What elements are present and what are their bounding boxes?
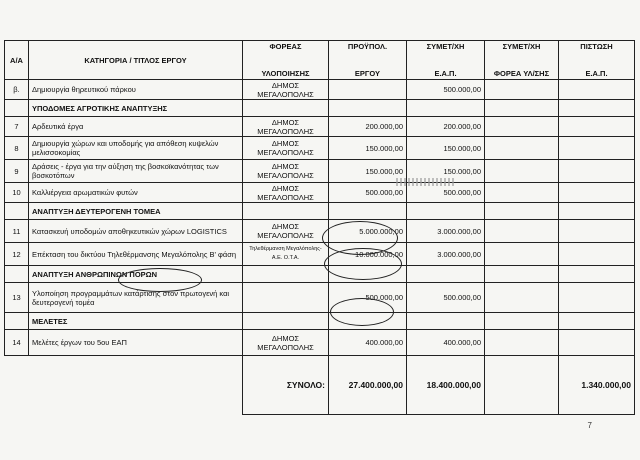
row-agency: ΔΗΜΟΣ ΜΕΓΑΛΟΠΟΛΗΣ [243,117,329,137]
section-row [5,313,635,330]
row-agency: ΔΗΜΟΣ ΜΕΓΑΛΟΠΟΛΗΣ [243,183,329,203]
row-index: 13 [5,283,29,313]
row-eap: 200.000,00 [407,117,485,137]
row-budget: 500.000,00 [329,283,407,313]
table-row [5,330,635,356]
total-credit: 1.340.000,00 [559,356,635,415]
row-title: Καλλιέργεια αρωματικών φυτών [29,183,243,203]
row-agency: ΔΗΜΟΣ ΜΕΓΑΛΟΠΟΛΗΣ [243,137,329,160]
budget-table [4,40,635,415]
total-label: ΣΥΝΟΛΟ: [243,356,329,415]
col-agency-header: ΦΟΡΕΑΣ [269,42,302,51]
col-eap-header: ΣΥΜΕΤ/ΧΗ [426,42,465,51]
col-budget-header: ΠΡΟΫΠΟΛ. [347,42,388,51]
row-agency: ΔΗΜΟΣ ΜΕΓΑΛΟΠΟΛΗΣ [243,330,329,356]
row-eap: 400.000,00 [407,330,485,356]
row-agency: ΔΗΜΟΣ ΜΕΓΑΛΟΠΟΛΗΣ [243,220,329,243]
col-aa-header: Α/Α [5,41,29,80]
row-budget [329,80,407,100]
table-row [5,80,635,100]
row-index: 8 [5,137,29,160]
row-eap: 500.000,00 [407,183,485,203]
page-number: 7 [587,421,592,430]
section-title: ΑΝΑΠΤΥΞΗ ΔΕΥΤΕΡΟΓΕΝΗ ΤΟΜΕΑ [29,203,243,220]
row-eap: 500.000,00 [407,80,485,100]
col-title-header: ΚΑΤΗΓΟΡΙΑ / ΤΙΤΛΟΣ ΕΡΓΟΥ [29,41,243,80]
table-row [5,117,635,137]
col-eap-header-2: Ε.Α.Π. [434,69,457,78]
row-index: β. [5,80,29,100]
row-eap: 500.000,00 [407,283,485,313]
row-index: 10 [5,183,29,203]
row-budget: 150.000,00 [329,160,407,183]
handwritten-circle [324,248,402,280]
row-agency: Τηλεθέρμανση Μεγαλόπολης-Α.Ε. Ο.Τ.Α. [243,243,329,266]
total-row [5,356,635,415]
handwritten-circle [118,268,202,292]
section-row [5,100,635,117]
section-title: ΑΝΑΠΤΥΞΗ ΑΝΘΡΩΠΙΝΩΝ ΠΟΡΩΝ [29,266,243,283]
total-eap: 18.400.000,00 [407,356,485,415]
row-title: Μελέτες έργων του 5ου ΕΑΠ [29,330,243,356]
row-index: 9 [5,160,29,183]
handwritten-circle [330,298,394,326]
row-index: 7 [5,117,29,137]
header-row [5,41,635,80]
row-title: Επέκταση του δικτύου Τηλεθέρμανσης Μεγαλόπολης Β' φάση [29,243,243,266]
row-agency: ΔΗΜΟΣ ΜΕΓΑΛΟΠΟΛΗΣ [243,160,329,183]
col-agency-share-header-2: ΦΟΡΕΑ ΥΛ/ΣΗΣ [493,69,550,78]
total-budget: 27.400.000,00 [329,356,407,415]
row-eap: 150.000,00 [407,137,485,160]
table-row [5,137,635,160]
table-row [5,243,635,266]
table-row [5,220,635,243]
row-budget: 200.000,00 [329,117,407,137]
faded-stamp-mark [396,178,454,186]
section-title: ΜΕΛΕΤΕΣ [29,313,243,330]
col-credit-header: ΠΙΣΤΩΣΗ [580,42,613,51]
row-budget: 400.000,00 [329,330,407,356]
table-row [5,283,635,313]
row-title: Υλοποίηση προγραμμάτων κατάρτισης στον πρωτογενή και δευτερογενή τομέα [29,283,243,313]
row-eap: 3.000.000,00 [407,243,485,266]
row-budget: 150.000,00 [329,137,407,160]
row-title: Δημιουργία χώρων και υποδομής για απόθεση κυψελών μελισσοκομίας [29,137,243,160]
row-budget: 10.000.000,00 [329,243,407,266]
row-title: Δημιουργία θηρευτικού πάρκου [29,80,243,100]
row-budget: 500.000,00 [329,183,407,203]
row-index: 14 [5,330,29,356]
row-title: Κατασκευή υποδομών αποθηκευτικών χώρων LOGISTICS [29,220,243,243]
table-row [5,160,635,183]
row-index: 11 [5,220,29,243]
col-agency-share-header: ΣΥΜΕΤ/ΧΗ [502,42,541,51]
table-row [5,183,635,203]
row-index: 12 [5,243,29,266]
col-budget-header-2: ΕΡΓΟΥ [354,69,381,78]
row-eap: 3.000.000,00 [407,220,485,243]
col-credit-header-2: Ε.Α.Π. [585,69,608,78]
col-agency-header-2: ΥΛΟΠΟΙΗΣΗΣ [261,69,310,78]
section-title: ΥΠΟΔΟΜΕΣ ΑΓΡΟΤΙΚΗΣ ΑΝΑΠΤΥΞΗΣ [29,100,243,117]
row-eap: 150.000,00 [407,160,485,183]
row-budget: 5.000.000,00 [329,220,407,243]
row-agency: ΔΗΜΟΣ ΜΕΓΑΛΟΠΟΛΗΣ [243,80,329,100]
row-agency [243,283,329,313]
section-row [5,266,635,283]
row-title: Αρδευτικά έργα [29,117,243,137]
section-row [5,203,635,220]
row-title: Δράσεις - έργα για την αύξηση της βοσκοϊκανότητας των βοσκοτόπων [29,160,243,183]
